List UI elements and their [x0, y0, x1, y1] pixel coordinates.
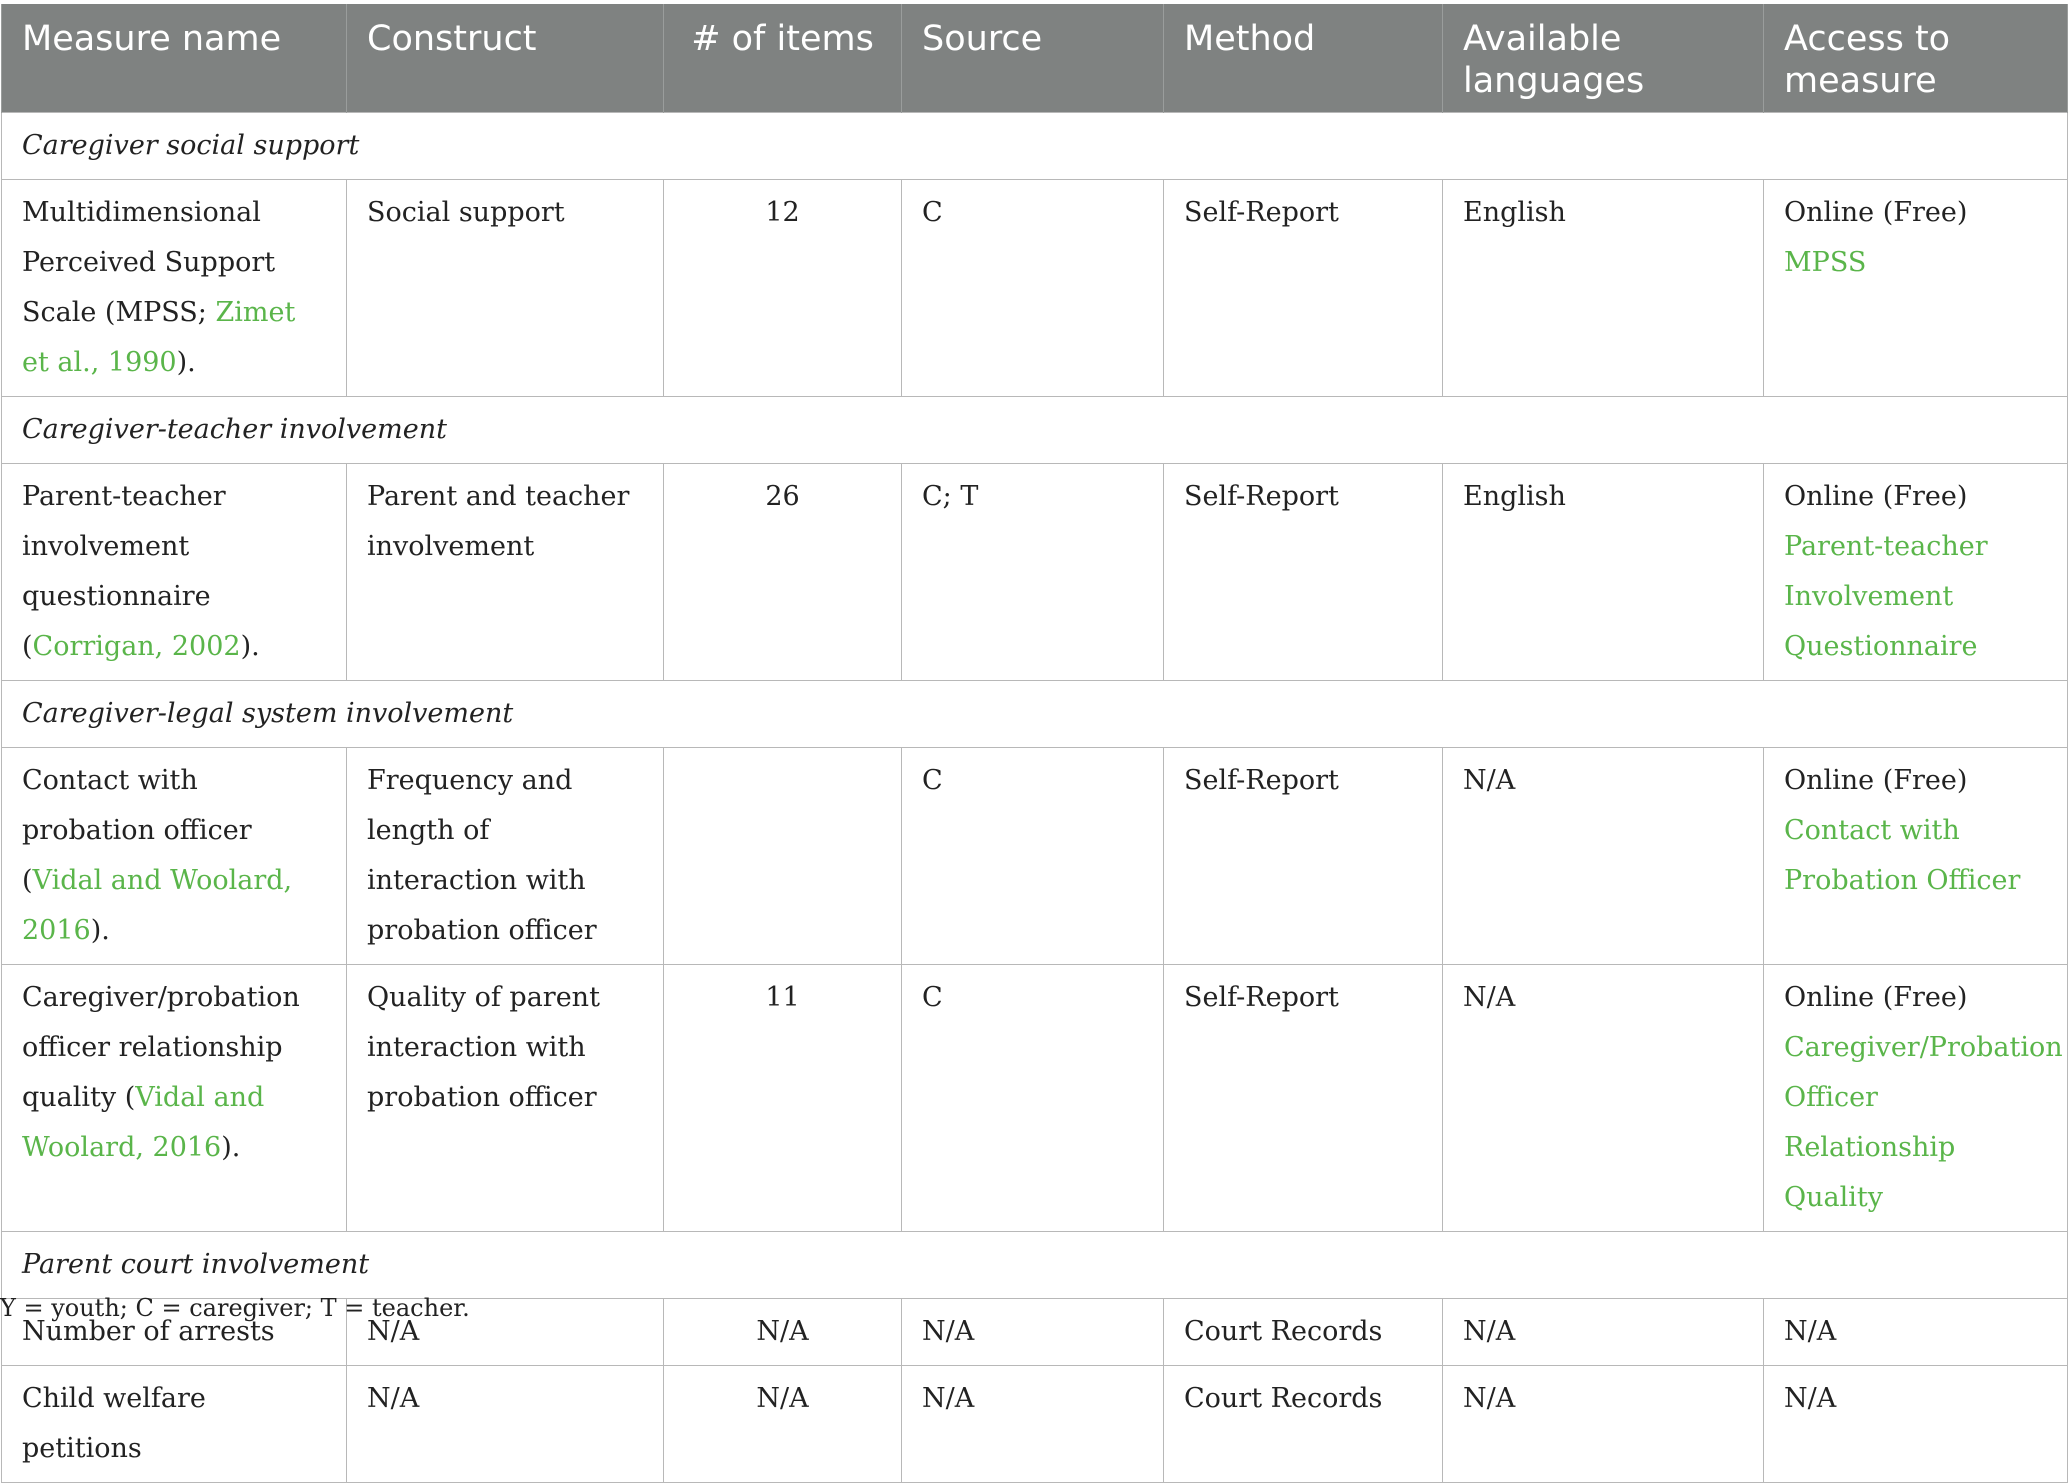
cell-languages: N/A — [1443, 1366, 1764, 1483]
cell-construct: Parent and teacher involvement — [347, 464, 664, 681]
access-link[interactable]: Caregiver/Probation Officer Relationship Quality — [1784, 1032, 2063, 1213]
cell-method: Self-Report — [1164, 180, 1443, 397]
cell-measure-name: Multidimensional Perceived Support Scale (MPSS; Zimet et al., 1990). — [2, 180, 347, 397]
cell-languages: English — [1443, 464, 1764, 681]
table-row-contact-po — [2, 748, 2068, 965]
cell-measure-name: Child welfare petitions — [2, 1366, 347, 1483]
cell-construct: Quality of parent interaction with probation officer — [347, 965, 664, 1232]
cell-languages: English — [1443, 180, 1764, 397]
section-parent-court-involvement: Parent court involvement — [2, 1232, 2068, 1299]
section-caregiver-legal-system-involvement: Caregiver-legal system involvement — [2, 681, 2068, 748]
header-row — [2, 4, 2068, 113]
cell-num-items — [664, 748, 902, 965]
cell-access: N/A — [1764, 1366, 2068, 1483]
access-link[interactable]: Parent-teacher Involvement Questionnaire — [1784, 531, 1988, 662]
cell-access: Online (Free) MPSS — [1764, 180, 2068, 397]
header-source: Source — [902, 4, 1164, 113]
cell-source: C — [902, 180, 1164, 397]
cell-access: Online (Free) Contact with Probation Officer — [1764, 748, 2068, 965]
table-row-cpo-quality — [2, 965, 2068, 1232]
section-row — [2, 113, 2068, 180]
table-row-welfare — [2, 1366, 2068, 1483]
table-row-ptiq — [2, 464, 2068, 681]
cell-measure-name: Contact with probation officer (Vidal and Woolard, 2016). — [2, 748, 347, 965]
header-construct: Construct — [347, 4, 664, 113]
cell-languages: N/A — [1443, 748, 1764, 965]
cell-source: N/A — [902, 1299, 1164, 1366]
header-measure-name: Measure name — [2, 4, 347, 113]
cell-languages: N/A — [1443, 1299, 1764, 1366]
table-footnote: Y = youth; C = caregiver; T = teacher. — [0, 1294, 470, 1322]
header-num-items: # of items — [664, 4, 902, 113]
section-caregiver-teacher-involvement: Caregiver-teacher involvement — [2, 397, 2068, 464]
section-row — [2, 681, 2068, 748]
cell-construct: Frequency and length of interaction with probation officer — [347, 748, 664, 965]
cell-access: N/A — [1764, 1299, 2068, 1366]
cell-method: Self-Report — [1164, 748, 1443, 965]
cell-num-items: 11 — [664, 965, 902, 1232]
cell-measure-name: Parent-teacher involvement questionnaire (Corrigan, 2002). — [2, 464, 347, 681]
cell-method: Court Records — [1164, 1366, 1443, 1483]
cell-source: C — [902, 965, 1164, 1232]
cell-construct: Social support — [347, 180, 664, 397]
cell-measure-name: Caregiver/probation officer relationship quality (Vidal and Woolard, 2016). — [2, 965, 347, 1232]
section-row — [2, 1232, 2068, 1299]
access-link[interactable]: MPSS — [1784, 247, 1867, 278]
cell-construct: N/A — [347, 1366, 664, 1483]
citation-link[interactable]: Vidal and Woolard, 2016 — [22, 865, 293, 946]
table-row-mpss — [2, 180, 2068, 397]
header-available-languages: Available languages — [1443, 4, 1764, 113]
cell-source: N/A — [902, 1366, 1164, 1483]
cell-construct: N/A — [347, 1299, 664, 1366]
cell-method: Self-Report — [1164, 464, 1443, 681]
cell-measure-name: Number of arrests — [2, 1299, 347, 1366]
cell-num-items: N/A — [664, 1366, 902, 1483]
header-access-to-measure: Access to measure — [1764, 4, 2068, 113]
cell-method: Court Records — [1164, 1299, 1443, 1366]
cell-num-items: N/A — [664, 1299, 902, 1366]
cell-num-items: 12 — [664, 180, 902, 397]
section-row — [2, 397, 2068, 464]
header-method: Method — [1164, 4, 1443, 113]
cell-num-items: 26 — [664, 464, 902, 681]
citation-link[interactable]: Zimet et al., 1990 — [22, 297, 296, 378]
cell-source: C — [902, 748, 1164, 965]
citation-link[interactable]: Corrigan, 2002 — [32, 631, 241, 662]
section-caregiver-social-support: Caregiver social support — [2, 113, 2068, 180]
measures-table — [1, 4, 2068, 1483]
cell-source: C; T — [902, 464, 1164, 681]
access-link[interactable]: Contact with Probation Officer — [1784, 815, 2021, 896]
cell-access: Online (Free) Caregiver/Probation Officer Relationship Quality — [1764, 965, 2068, 1232]
cell-access: Online (Free) Parent-teacher Involvement Questionnaire — [1764, 464, 2068, 681]
cell-method: Self-Report — [1164, 965, 1443, 1232]
cell-languages: N/A — [1443, 965, 1764, 1232]
citation-link[interactable]: Vidal and Woolard, 2016 — [22, 1082, 265, 1163]
